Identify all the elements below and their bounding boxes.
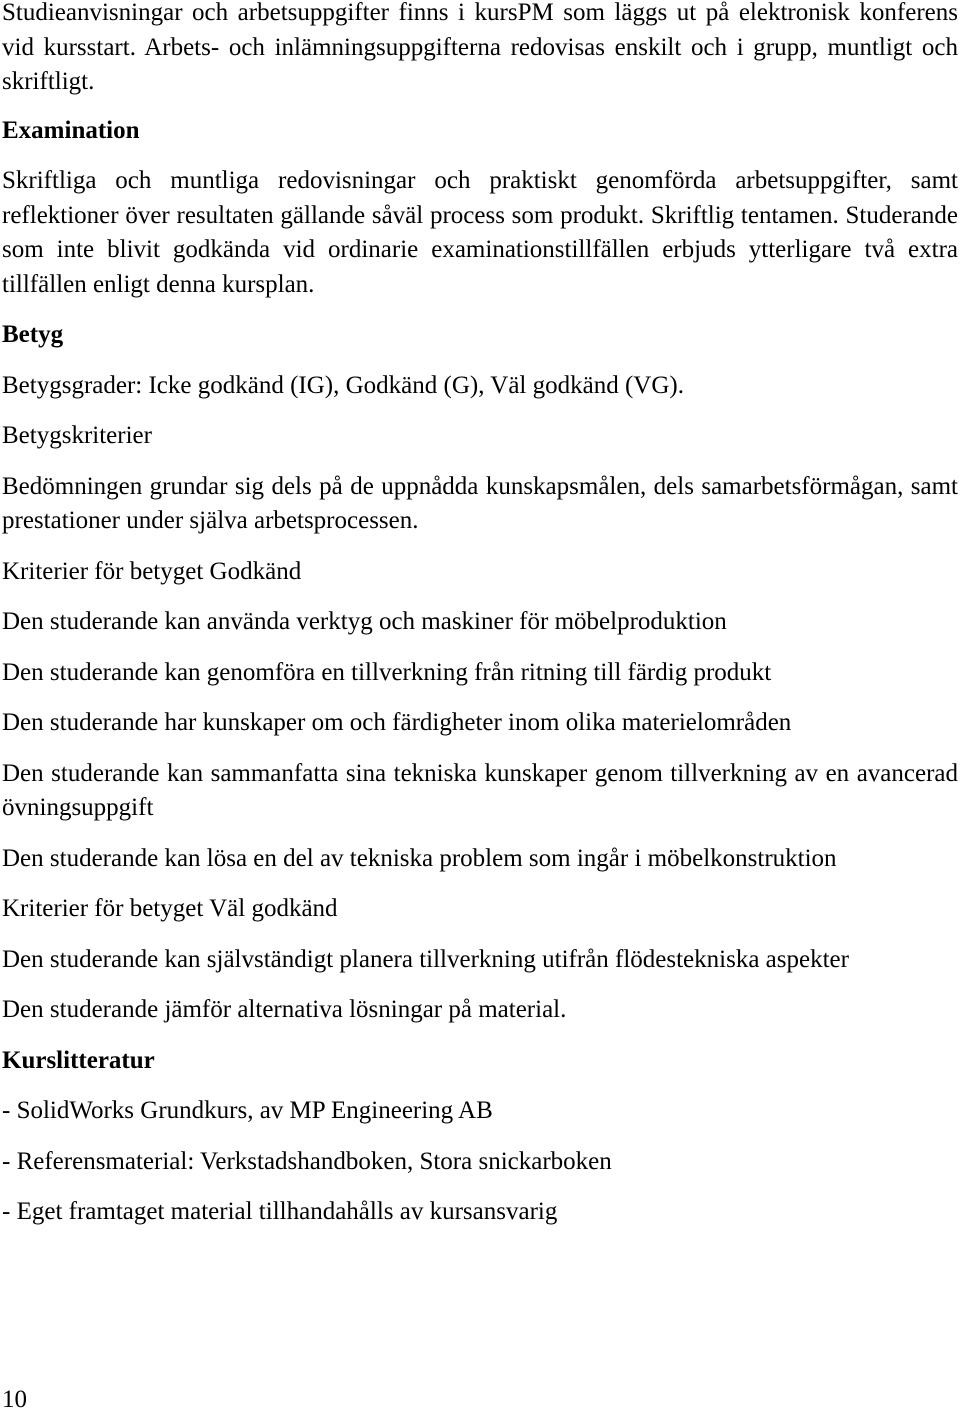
val-godkand-criterion: Den studerande jämför alternativa lösningar på material. <box>2 996 567 1023</box>
page-number: 10 <box>2 1386 27 1413</box>
grades-paragraph: Betygsgrader: Icke godkänd (IG), Godkänd (G), Väl godkänd (VG). <box>2 371 684 399</box>
val-godkand-criterion: Den studerande kan självständigt planera tillverkning utifrån flödestekniska aspekter <box>2 945 849 973</box>
val-godkand-heading: Kriterier för betyget Väl godkänd <box>2 895 338 922</box>
godkand-criterion: Den studerande har kunskaper om och färdigheter inom olika materielområden <box>2 709 792 736</box>
godkand-criterion: Den studerande kan genomföra en tillverkning från ritning till färdig produkt <box>2 658 772 686</box>
godkand-criterion: Den studerande kan sammanfatta sina tekniska kunskaper genom tillverkning av en avancerad övningsuppgift <box>2 759 958 821</box>
literature-item: - Eget framtaget material tillhandahålls av kursansvarig <box>2 1198 558 1225</box>
criteria-paragraph: Bedömningen grundar sig dels på de uppnådda kunskapsmålen, dels samarbetsförmågan, samt prestationer under själva arbetsprocessen. <box>2 472 958 534</box>
examination-heading: Examination <box>2 116 140 144</box>
literature-item: - Referensmaterial: Verkstadshandboken, Stora snickarboken <box>2 1147 612 1175</box>
examination-paragraph: Skriftliga och muntliga redovisningar och praktiskt genomförda arbetsuppgifter, samt reflektioner över resultaten gällande såväl process som produkt. Skriftlig tentamen. Studerande som inte blivit godkända vid ordinarie examinationstillfällen erbjuds ytterligare två extra tillfällen enligt denna kursplan. <box>2 167 958 298</box>
betyg-heading: Betyg <box>2 321 64 348</box>
criteria-heading: Betygskriterier <box>2 422 152 449</box>
godkand-criterion: Den studerande kan lösa en del av tekniska problem som ingår i möbelkonstruktion <box>2 844 837 872</box>
litteratur-heading: Kurslitteratur <box>2 1046 155 1074</box>
godkand-criterion: Den studerande kan använda verktyg och maskiner för möbelproduktion <box>2 608 727 635</box>
godkand-heading: Kriterier för betyget Godkänd <box>2 557 302 585</box>
literature-item: - SolidWorks Grundkurs, av MP Engineering AB <box>2 1097 493 1124</box>
intro-paragraph: Studieanvisningar och arbetsuppgifter finns i kursPM som läggs ut på elektronisk konferens vid kursstart. Arbets- och inlämningsuppgifterna redovisas enskilt och i grupp, muntligt och skriftligt. <box>2 0 958 95</box>
